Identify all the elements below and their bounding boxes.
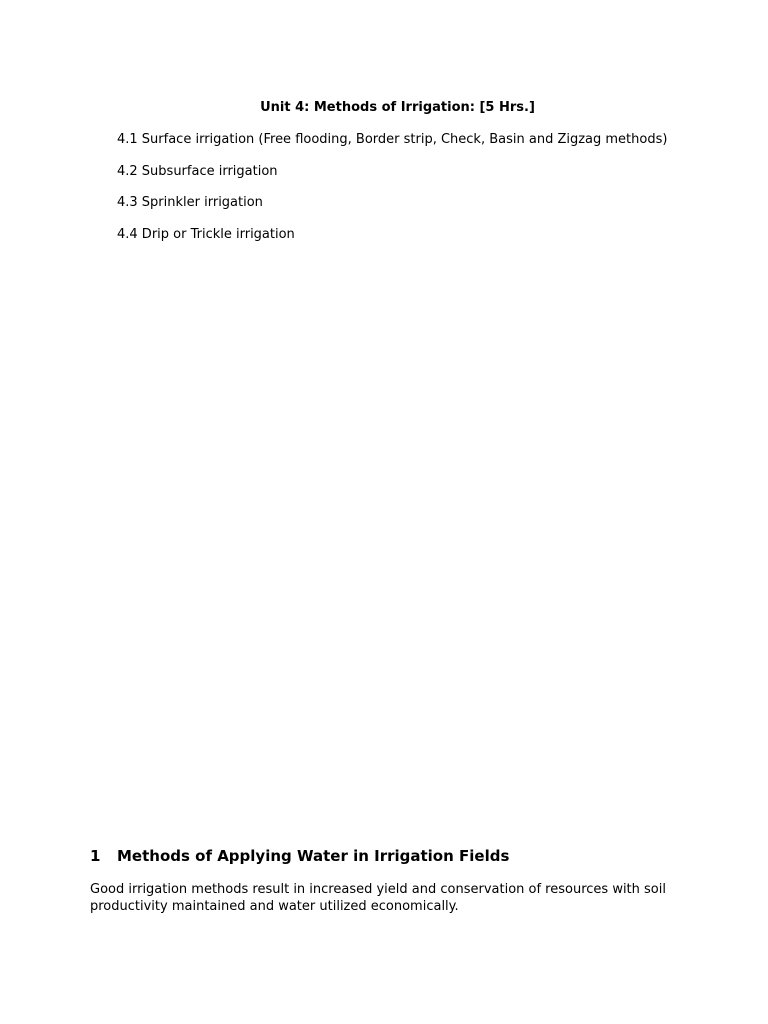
- section-title: Methods of Applying Water in Irrigation Fields: [117, 847, 510, 865]
- section-number: 1: [90, 847, 101, 865]
- topic-item: 4.4 Drip or Trickle irrigation: [117, 226, 295, 242]
- topic-item: 4.1 Surface irrigation (Free flooding, Border strip, Check, Basin and Zigzag methods): [117, 132, 668, 147]
- unit-title: Unit 4: Methods of Irrigation: [5 Hrs.]: [260, 100, 535, 115]
- topic-item: 4.2 Subsurface irrigation: [117, 163, 278, 179]
- section-heading: [90, 846, 509, 866]
- topic-item: 4.3 Sprinkler irrigation: [117, 195, 263, 210]
- section-paragraph: Good irrigation methods result in increased yield and conservation of resources with soil productivity maintained and water utilized economically.: [90, 882, 666, 914]
- topic-list: [117, 132, 667, 258]
